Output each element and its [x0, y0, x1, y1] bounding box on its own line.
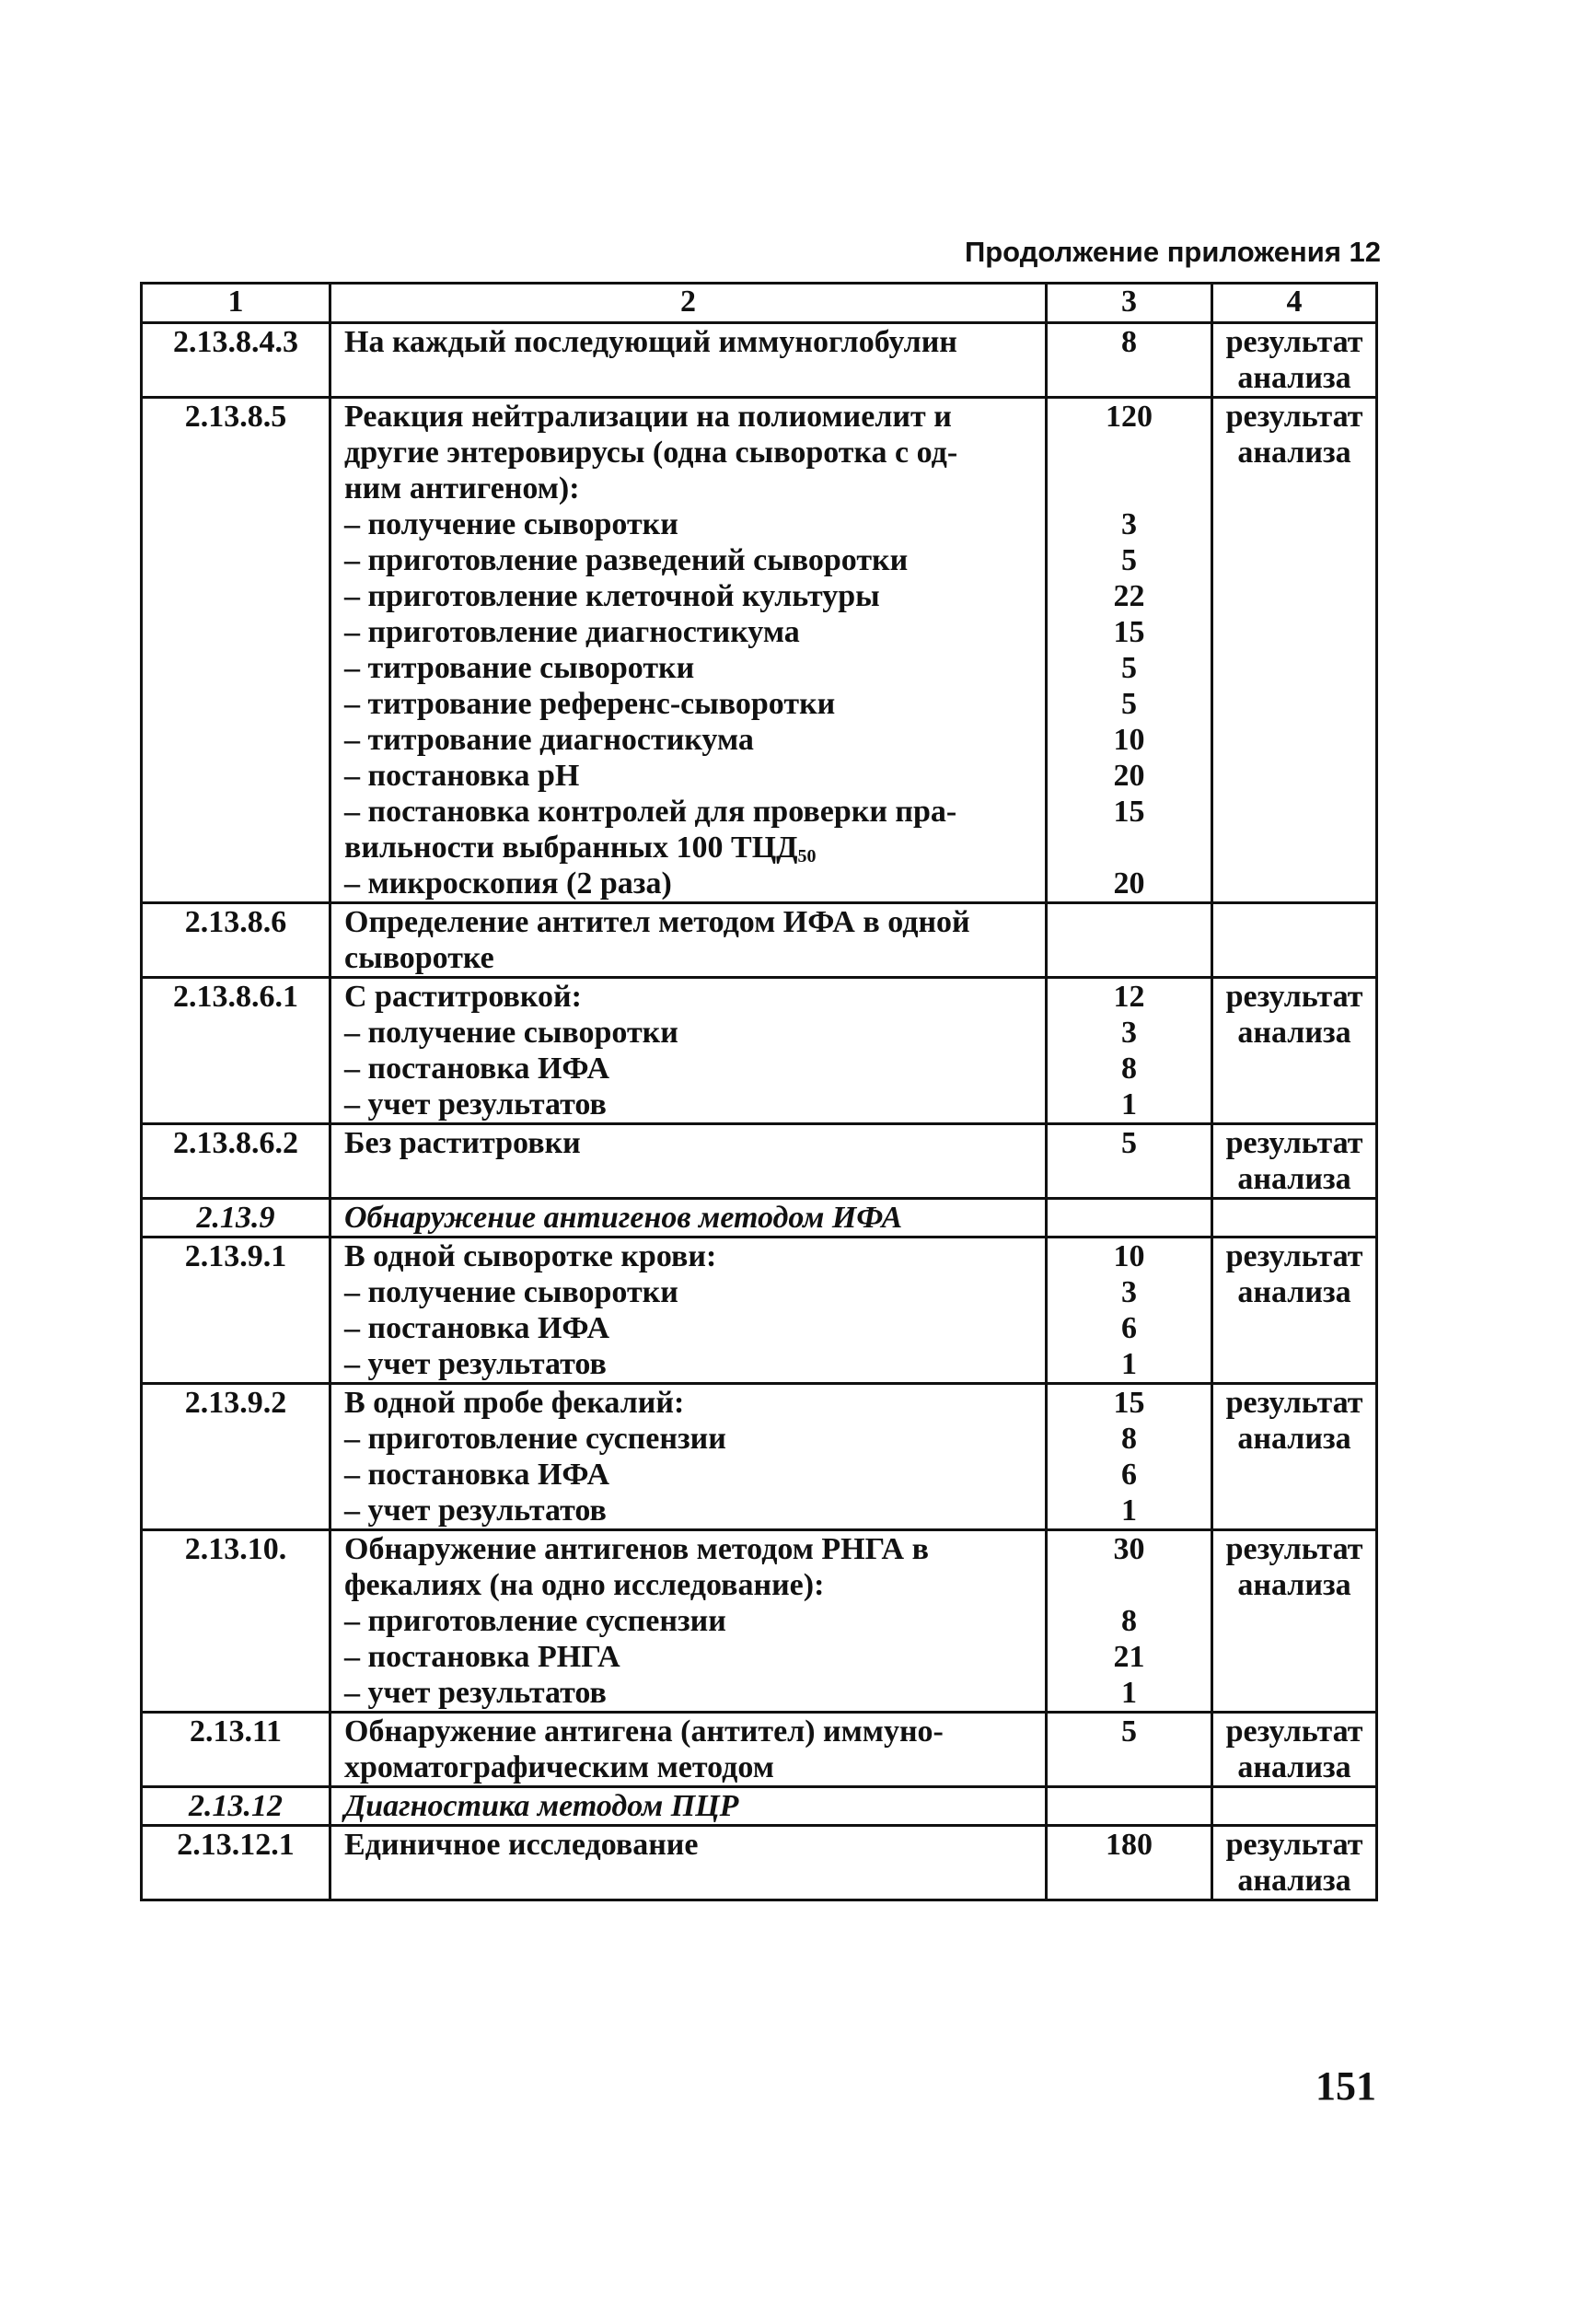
service-description [330, 1199, 1047, 1238]
subscript: 50 [797, 846, 817, 866]
time-value: 15 [1113, 615, 1145, 649]
description-line [344, 1827, 1039, 1863]
description-text: Единичное исследование [344, 1828, 699, 1862]
section-number-text: 2.13.9.1 [184, 1239, 287, 1273]
description-line [344, 1531, 1039, 1567]
description-text: – приготовление суспензии [344, 1422, 726, 1456]
page-number: 151 [1315, 2063, 1376, 2109]
description-text: – приготовление разведений сыворотки [344, 543, 909, 577]
section-number [142, 1787, 330, 1826]
service-description [330, 1530, 1047, 1713]
description-line [344, 1346, 1039, 1382]
unit-of-measure [1212, 903, 1377, 978]
table-row [142, 978, 1377, 1124]
section-number-text: 2.13.8.5 [184, 400, 287, 434]
service-description [330, 398, 1047, 903]
description-text: – постановка РНГА [344, 1640, 620, 1674]
description-text: вильности выбранных 100 ТЦД [344, 831, 798, 865]
description-text: – получение сыворотки [344, 507, 678, 541]
description-text: Реакция нейтрализации на полиомиелит и [344, 400, 952, 434]
section-number [142, 1826, 330, 1900]
section-number [142, 1713, 330, 1787]
time-value: 5 [1121, 651, 1137, 685]
section-number-text: 2.13.8.4.3 [173, 325, 298, 359]
table-row [142, 398, 1377, 903]
description-line [344, 866, 1039, 901]
description-line [344, 435, 1039, 471]
time-value: 10 [1113, 723, 1145, 757]
description-line [344, 979, 1039, 1015]
unit-text: анализа [1237, 436, 1351, 470]
time-value: 20 [1113, 759, 1145, 793]
unit-text: анализа [1237, 1750, 1351, 1784]
service-description [330, 1787, 1047, 1826]
time-value: 3 [1121, 1016, 1137, 1050]
table-row [142, 1199, 1377, 1238]
time-value: 5 [1121, 543, 1137, 577]
unit-text: анализа [1237, 1275, 1351, 1309]
description-text: На каждый последующий иммуноглобулин [344, 325, 957, 359]
time-values [1047, 1124, 1212, 1199]
description-line [344, 1567, 1039, 1603]
description-line [344, 830, 1039, 866]
description-text: – получение сыворотки [344, 1275, 678, 1309]
header-col-2: 2 [330, 284, 1047, 323]
section-number [142, 903, 330, 978]
description-text: сыворотке [344, 941, 494, 975]
table-row [142, 1124, 1377, 1199]
service-description [330, 1713, 1047, 1787]
section-number-text: 2.13.9.2 [184, 1386, 287, 1420]
table-body [142, 323, 1377, 1900]
description-text: – титрование диагностикума [344, 723, 754, 757]
description-line [344, 1385, 1039, 1421]
description-text: – учет результатов [344, 1087, 607, 1121]
description-line [344, 1238, 1039, 1274]
section-number-text: 2.13.8.6.2 [173, 1126, 298, 1160]
time-values [1047, 1530, 1212, 1713]
service-description [330, 1384, 1047, 1530]
service-description [330, 323, 1047, 398]
time-value: 3 [1121, 1275, 1137, 1309]
description-line [344, 1714, 1039, 1749]
unit-text: результат [1225, 980, 1363, 1014]
unit-text: результат [1225, 1126, 1363, 1160]
time-value: 15 [1113, 1386, 1145, 1420]
description-line [344, 1493, 1039, 1528]
time-value: 15 [1113, 795, 1145, 829]
unit-text: анализа [1237, 1568, 1351, 1602]
description-line [344, 722, 1039, 758]
table-row [142, 323, 1377, 398]
table-row [142, 903, 1377, 978]
time-value [1053, 471, 1205, 506]
time-value: 12 [1113, 980, 1145, 1014]
time-value: 5 [1121, 1714, 1137, 1749]
description-text: Без раститровки [344, 1126, 581, 1160]
time-values [1047, 903, 1212, 978]
description-line [344, 578, 1039, 614]
time-value: 1 [1121, 1087, 1137, 1121]
section-number [142, 1530, 330, 1713]
unit-text: анализа [1237, 1016, 1351, 1050]
description-text: – приготовление клеточной культуры [344, 579, 880, 613]
service-description [330, 1238, 1047, 1384]
time-values [1047, 1199, 1212, 1238]
unit-text: результат [1225, 1828, 1363, 1862]
header-col-4: 4 [1212, 284, 1377, 323]
service-description [330, 1826, 1047, 1900]
time-values [1047, 1787, 1212, 1826]
description-line [344, 1421, 1039, 1457]
table-row [142, 1826, 1377, 1900]
description-text: – титрование референс-сыворотки [344, 687, 836, 721]
unit-of-measure [1212, 1124, 1377, 1199]
description-text: Обнаружение антигенов методом ИФА [344, 1201, 903, 1235]
description-text: Обнаружение антигена (антител) иммуно- [344, 1714, 944, 1749]
table-row [142, 1530, 1377, 1713]
description-line [344, 506, 1039, 542]
unit-of-measure [1212, 1787, 1377, 1826]
unit-text: результат [1225, 1386, 1363, 1420]
description-line [344, 940, 1039, 976]
section-number [142, 323, 330, 398]
description-text: – получение сыворотки [344, 1016, 678, 1050]
description-text: – постановка ИФА [344, 1458, 610, 1492]
time-values [1047, 323, 1212, 398]
table-caption: Продолжение приложения 12 [964, 236, 1381, 268]
unit-of-measure [1212, 1713, 1377, 1787]
unit-text: результат [1225, 400, 1363, 434]
description-text: – постановка pH [344, 759, 580, 793]
time-value: 21 [1113, 1640, 1145, 1674]
table-header-row [142, 284, 1377, 323]
unit-of-measure [1212, 398, 1377, 903]
time-value: 22 [1113, 579, 1145, 613]
unit-text: анализа [1237, 1864, 1351, 1898]
description-line [344, 1749, 1039, 1785]
description-line [344, 1086, 1039, 1122]
time-value: 5 [1121, 1126, 1137, 1160]
time-value: 20 [1113, 866, 1145, 901]
time-value [1053, 1567, 1205, 1603]
description-line [344, 758, 1039, 794]
time-value: 30 [1113, 1532, 1145, 1566]
time-value [1053, 830, 1205, 866]
description-line [344, 614, 1039, 650]
time-value: 5 [1121, 687, 1137, 721]
section-number-text: 2.13.9 [196, 1201, 275, 1235]
unit-of-measure [1212, 1384, 1377, 1530]
time-value [1053, 435, 1205, 471]
description-text: Обнаружение антигенов методом РНГА в [344, 1532, 929, 1566]
description-line [344, 1200, 1039, 1236]
description-line [344, 1125, 1039, 1161]
description-text: – титрование сыворотки [344, 651, 695, 685]
description-line [344, 1310, 1039, 1346]
time-value: 8 [1121, 1604, 1137, 1638]
time-value: 8 [1121, 325, 1137, 359]
description-line [344, 1788, 1039, 1824]
description-text: – приготовление диагностикума [344, 615, 800, 649]
time-value: 8 [1121, 1052, 1137, 1086]
description-line [344, 1639, 1039, 1675]
description-line [344, 471, 1039, 506]
time-values [1047, 1384, 1212, 1530]
unit-text: результат [1225, 1714, 1363, 1749]
time-value: 8 [1121, 1422, 1137, 1456]
time-value: 6 [1121, 1311, 1137, 1345]
unit-text: анализа [1237, 361, 1351, 395]
description-line [344, 1457, 1039, 1493]
section-number [142, 1124, 330, 1199]
description-line [344, 686, 1039, 722]
unit-of-measure [1212, 1199, 1377, 1238]
description-line [344, 1603, 1039, 1639]
unit-of-measure [1212, 323, 1377, 398]
description-text: Определение антител методом ИФА в одной [344, 905, 970, 939]
section-number-text: 2.13.10. [184, 1532, 287, 1566]
description-text: В одной сыворотке крови: [344, 1239, 717, 1273]
section-number-text: 2.13.11 [189, 1714, 283, 1749]
unit-of-measure [1212, 1530, 1377, 1713]
description-line [344, 1274, 1039, 1310]
description-text: – постановка ИФА [344, 1052, 610, 1086]
section-number-text: 2.13.12 [189, 1789, 283, 1823]
time-value: 1 [1121, 1493, 1137, 1528]
unit-of-measure [1212, 1238, 1377, 1384]
unit-text: результат [1225, 325, 1363, 359]
services-table [140, 282, 1378, 1901]
section-number-text: 2.13.8.6 [184, 905, 287, 939]
description-line [344, 399, 1039, 435]
description-line [344, 794, 1039, 830]
section-number [142, 1199, 330, 1238]
description-text: хроматографическим методом [344, 1750, 774, 1784]
description-text: – постановка ИФА [344, 1311, 610, 1345]
description-text: Диагностика методом ПЦР [344, 1789, 739, 1823]
section-number-text: 2.13.8.6.1 [173, 980, 298, 1014]
description-text: ним антигеном): [344, 471, 580, 505]
description-text: – учет результатов [344, 1493, 607, 1528]
description-line [344, 324, 1039, 360]
service-description [330, 1124, 1047, 1199]
description-line [344, 1051, 1039, 1086]
unit-text: результат [1225, 1239, 1363, 1273]
description-text: фекалиях (на одно исследование): [344, 1568, 825, 1602]
section-number [142, 978, 330, 1124]
time-values [1047, 398, 1212, 903]
unit-text: результат [1225, 1532, 1363, 1566]
description-text: – приготовление суспензии [344, 1604, 726, 1638]
description-line [344, 1015, 1039, 1051]
table-row [142, 1787, 1377, 1826]
time-value: 6 [1121, 1458, 1137, 1492]
time-value: 10 [1113, 1239, 1145, 1273]
header-col-1: 1 [142, 284, 330, 323]
description-text: В одной пробе фекалий: [344, 1386, 685, 1420]
description-text: – учет результатов [344, 1676, 607, 1710]
table-row [142, 1384, 1377, 1530]
time-values [1047, 1238, 1212, 1384]
description-line [344, 1675, 1039, 1711]
description-line [344, 904, 1039, 940]
table-row [142, 1713, 1377, 1787]
description-text: другие энтеровирусы (одна сыворотка с од- [344, 436, 958, 470]
time-value: 120 [1106, 400, 1153, 434]
table-row [142, 1238, 1377, 1384]
description-text: – постановка контролей для проверки пра- [344, 795, 957, 829]
unit-of-measure [1212, 978, 1377, 1124]
unit-text: анализа [1237, 1422, 1351, 1456]
time-value: 180 [1106, 1828, 1153, 1862]
time-value: 1 [1121, 1347, 1137, 1381]
description-line [344, 542, 1039, 578]
time-values [1047, 1826, 1212, 1900]
time-values [1047, 978, 1212, 1124]
section-number [142, 398, 330, 903]
header-col-3: 3 [1047, 284, 1212, 323]
description-line [344, 650, 1039, 686]
time-values [1047, 1713, 1212, 1787]
service-description [330, 903, 1047, 978]
section-number-text: 2.13.12.1 [177, 1828, 295, 1862]
description-text: С раститровкой: [344, 980, 582, 1014]
description-text: – микроскопия (2 раза) [344, 866, 672, 901]
section-number [142, 1238, 330, 1384]
unit-text: анализа [1237, 1162, 1351, 1196]
section-number [142, 1384, 330, 1530]
description-text: – учет результатов [344, 1347, 607, 1381]
unit-of-measure [1212, 1826, 1377, 1900]
time-value: 1 [1121, 1676, 1137, 1710]
time-value: 3 [1121, 507, 1137, 541]
service-description [330, 978, 1047, 1124]
